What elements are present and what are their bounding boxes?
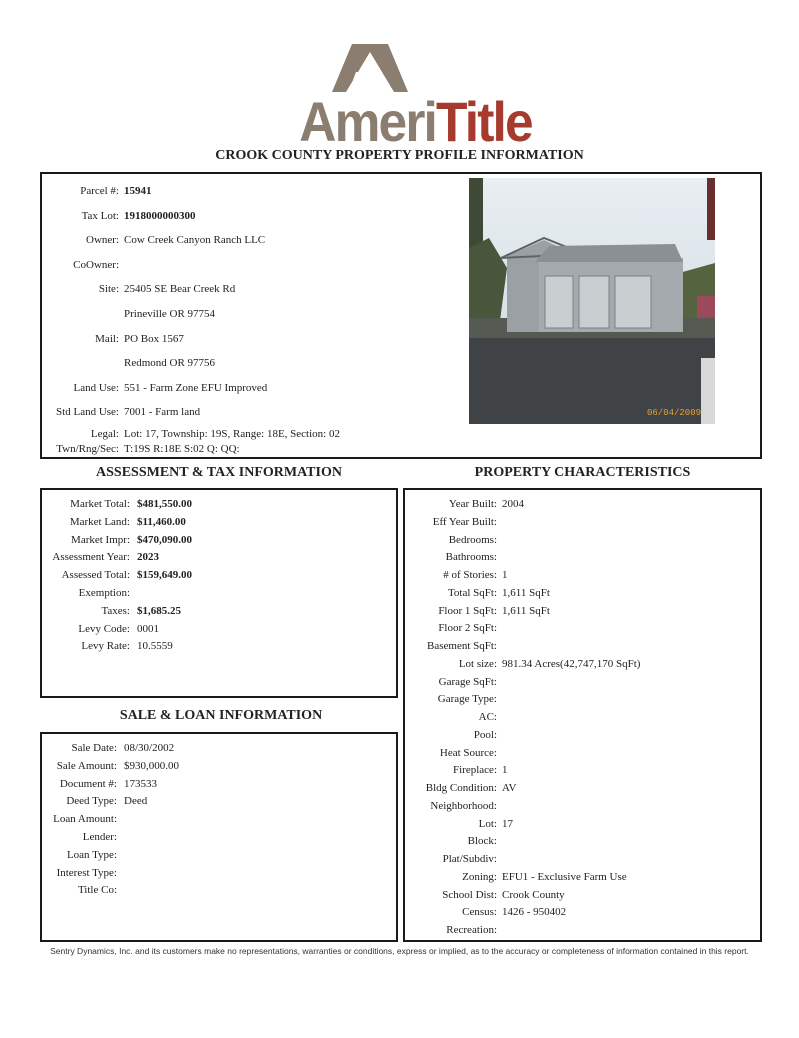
owner-field-value: 1918000000300 <box>124 209 196 222</box>
sale-field-value: 08/30/2002 <box>124 742 175 754</box>
property-field-label: Pool: <box>473 728 497 741</box>
property-field-label: Lot size: <box>458 657 497 670</box>
owner-field-value: 25405 SE Bear Creek Rd <box>124 283 236 296</box>
assessment-field-label: Market Total: <box>70 498 130 510</box>
legal-label: Legal: <box>90 428 119 440</box>
property-field-value: 1,611 SqFt <box>502 586 550 599</box>
property-field-label: Bldg Condition: <box>425 782 497 794</box>
owner-field-value: Redmond OR 97756 <box>124 357 216 370</box>
property-field-value: AV <box>502 782 517 794</box>
property-field-label: Floor 2 SqFt: <box>438 622 497 635</box>
property-field-label: Fireplace: <box>453 764 497 777</box>
property-field-label: Block: <box>467 835 497 848</box>
sale-field-label: Deed Type: <box>66 795 117 808</box>
assessment-field-label: Levy Rate: <box>81 640 130 653</box>
sale-field-label: Interest Type: <box>56 866 117 879</box>
sale-field-label: Sale Amount: <box>56 759 117 772</box>
property-field-label: Bedrooms: <box>448 533 497 546</box>
property-field-label: Recreation: <box>446 924 497 936</box>
sale-field-label: Loan Amount: <box>53 813 117 826</box>
property-field-label: Census: <box>462 906 497 919</box>
property-field-label: Floor 1 SqFt: <box>438 604 497 617</box>
owner-field-value: 551 - Farm Zone EFU Improved <box>124 381 268 394</box>
sale-field-value: 173533 <box>124 777 157 790</box>
property-field-label: Basement SqFt: <box>427 640 497 652</box>
legal-value: Lot: 17, Township: 19S, Range: 18E, Section: 02 <box>124 428 340 440</box>
property-field-value: 981.34 Acres(42,747,170 SqFt) <box>502 657 641 670</box>
property-field-label: Neighborhood: <box>430 799 497 812</box>
property-field-label: # of Stories: <box>443 569 497 581</box>
page-title: CROOK COUNTY PROPERTY PROFILE INFORMATION <box>215 148 584 163</box>
owner-field-label: Std Land Use: <box>56 406 119 419</box>
twn-rng-sec-value: T:19S R:18E S:02 Q: QQ: <box>124 443 240 455</box>
assessment-field-label: Market Land: <box>69 515 130 528</box>
assessment-field-value: 10.5559 <box>137 640 173 653</box>
property-title: PROPERTY CHARACTERISTICS <box>474 465 691 480</box>
assessment-field-label: Market Impr: <box>71 533 130 546</box>
logo-wordmark: AmeriTitle <box>299 90 532 153</box>
property-field-value: 2004 <box>502 498 524 510</box>
property-field-label: Eff Year Built: <box>432 515 497 528</box>
property-field-value: 1,611 SqFt <box>502 604 550 617</box>
owner-field-value: Cow Creek Canyon Ranch LLC <box>124 234 266 247</box>
owner-field-label: Parcel #: <box>80 185 119 197</box>
owner-field-label: Mail: <box>95 332 119 345</box>
assessment-field-value: 2023 <box>137 551 159 564</box>
owner-field-label: CoOwner: <box>73 258 119 271</box>
sale-field-value: Deed <box>124 795 148 808</box>
property-field-label: Year Built: <box>448 498 497 510</box>
property-field-label: Heat Source: <box>439 746 497 759</box>
property-field-label: School Dist: <box>442 888 497 901</box>
assessment-field-label: Exemption: <box>78 587 130 599</box>
assessment-field-label: Assessment Year: <box>52 551 130 564</box>
property-field-label: Bathrooms: <box>445 551 497 564</box>
assessment-field-value: $470,090.00 <box>137 533 192 546</box>
sale-field-value: $930,000.00 <box>124 759 179 772</box>
property-field-value: EFU1 - Exclusive Farm Use <box>502 870 627 883</box>
property-field-label: Plat/Subdiv: <box>442 853 497 865</box>
property-field-value: 1 <box>502 569 508 581</box>
owner-field-label: Site: <box>98 283 119 296</box>
sale-field-label: Loan Type: <box>66 848 117 861</box>
assessment-field-label: Levy Code: <box>78 622 130 635</box>
owner-field-label: Land Use: <box>73 381 119 394</box>
assessment-field-label: Assessed Total: <box>61 569 130 582</box>
sale-field-label: Lender: <box>82 831 117 843</box>
property-field-value: Crook County <box>502 888 565 901</box>
ameritite-logo <box>290 42 532 153</box>
sale-field-label: Title Co: <box>77 884 117 897</box>
owner-field-value: PO Box 1567 <box>124 332 184 345</box>
property-field-label: AC: <box>478 711 497 723</box>
assessment-field-value: $11,460.00 <box>137 515 186 528</box>
assessment-field-label: Taxes: <box>101 604 130 617</box>
property-field-value: 1 <box>502 764 508 777</box>
owner-field-value: 15941 <box>124 185 152 197</box>
photo-date-stamp: 06/04/2009 <box>647 408 702 418</box>
sale-field-label: Sale Date: <box>71 742 117 754</box>
owner-field-label: Owner: <box>86 234 119 247</box>
owner-field-value: 7001 - Farm land <box>124 406 201 419</box>
disclaimer: Sentry Dynamics, Inc. and its customers make no representations, warranties or conditions, express or implied, as to the accuracy or completeness of information contained in this report. <box>50 946 749 956</box>
owner-field-value: Prineville OR 97754 <box>124 308 216 320</box>
property-field-value: 17 <box>502 817 513 830</box>
property-field-label: Total SqFt: <box>447 586 497 599</box>
twn-rng-sec-label: Twn/Rng/Sec: <box>56 443 119 455</box>
property-field-label: Garage Type: <box>437 693 497 706</box>
sale-title: SALE & LOAN INFORMATION <box>119 708 323 723</box>
assessment-title: ASSESSMENT & TAX INFORMATION <box>96 465 342 480</box>
property-field-label: Garage SqFt: <box>438 675 497 688</box>
sale-field-label: Document #: <box>59 777 117 790</box>
assessment-field-value: $481,550.00 <box>137 498 192 510</box>
property-field-label: Zoning: <box>462 870 497 883</box>
assessment-field-value: $1,685.25 <box>137 604 181 617</box>
assessment-field-value: $159,649.00 <box>137 569 192 582</box>
property-field-value: 1426 - 950402 <box>502 906 567 919</box>
assessment-field-value: 0001 <box>137 622 159 635</box>
property-photo <box>469 178 715 424</box>
owner-field-label: Tax Lot: <box>81 209 119 222</box>
property-field-label: Lot: <box>478 817 497 830</box>
